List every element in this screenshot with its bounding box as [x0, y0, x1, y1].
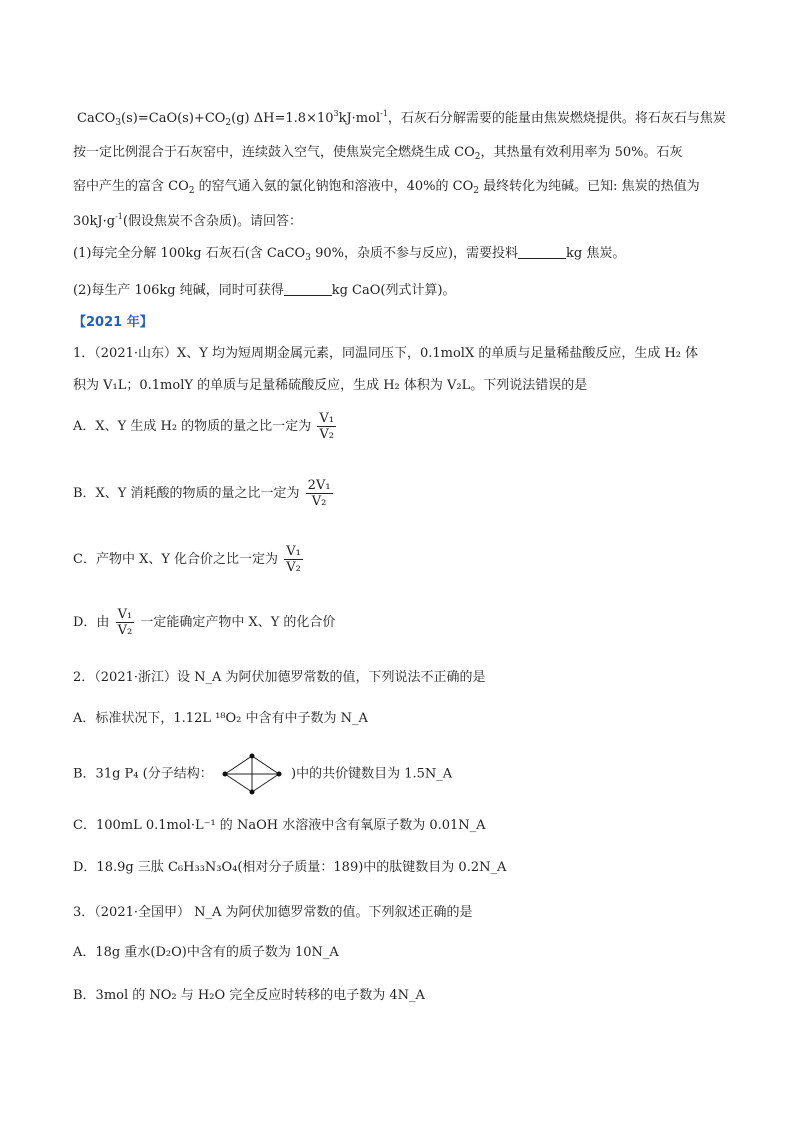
intro-question-1: (1)每完全分解 100kg 石灰石(含 CaCO$_3$ 90%，杂质不参与反应)，需要投料 kg 焦炭。	[73, 246, 626, 263]
problem-2-option-a: A．标准状况下，1.12L ¹⁸O₂ 中含有中子数为 N_A	[73, 711, 368, 726]
intro-line-4: $30kJ\cdot g^{-1}$(假设焦炭不含杂质)。请回答：	[73, 212, 303, 229]
problem-2-option-d: D．18.9g 三肽 C₆H₃₃N₃O₄(相对分子质量：189)中的肽键数目为 0.2N_A	[73, 860, 507, 875]
fraction-v1-over-v2: $\frac{\text{V₁}}{\text{V₂}}$	[319, 411, 334, 442]
intro-line-3: 窑中产生的富含 $CO_2$ 的窑气通入氨的氯化钠饱和溶液中，40%的 $CO_2$ 最终转化为纯碱。已知: 焦炭的热值为	[73, 179, 700, 196]
problem-1-option-a: A．X、Y 生成 H₂ 的物质的量之比一定为 $\frac{\text{V₁}}{\text{V₂}}$	[73, 411, 334, 442]
problem-1-stem-line-2: 积为 V₁L；0.1molY 的单质与足量稀硫酸反应，生成 H₂ 体积为 V₂L。下列说法错误的是	[73, 378, 588, 393]
problem-1-option-b: B．X、Y 消耗酸的物质的量之比一定为 $\frac{\text{2V₁}}{\text{V₂}}$	[73, 478, 331, 509]
answer-blank-1[interactable]	[518, 244, 566, 259]
problem-2-stem: 2．（2021·浙江）设 N_A 为阿伏加德罗常数的值，下列说法不正确的是	[73, 670, 486, 685]
problem-3-option-b: B．3mol 的 NO₂ 与 H₂O 完全反应时转移的电子数为 4N_A	[73, 988, 425, 1003]
intro-question-2: (2)每生产 106kg 纯碱，同时可获得 kg CaO(列式计算)。	[73, 283, 456, 298]
answer-blank-2[interactable]	[284, 281, 332, 296]
problem-2-option-b: B．31g P₄ (分子结构： )中的共价键数目为 1.5N_A	[73, 752, 452, 797]
problem-2-option-c: C．100mL 0.1mol·L⁻¹ 的 NaOH 水溶液中含有氧原子数为 0.01N_A	[73, 818, 486, 833]
p4-tetrahedron-structure	[219, 752, 285, 796]
section-heading: 【2021 年】	[73, 315, 153, 330]
problem-3-option-a: A．18g 重水(D₂O)中含有的质子数为 10N_A	[73, 945, 339, 960]
problem-3-stem: 3．（2021·全国甲） N_A 为阿伏加德罗常数的值。下列叙述正确的是	[73, 905, 473, 920]
problem-1-option-d: D．由 $\frac{\text{V₁}}{\text{V₂}}$ 一定能确定产物中 X、Y 的化合价	[73, 607, 336, 638]
intro-line-2: 按一定比例混合于石灰窑中，连续鼓入空气，使焦炭完全燃烧生成 $CO_2$，其热量有效利用率为 50%。石灰	[73, 145, 683, 162]
fraction-v1-over-v2: $\frac{\text{V₁}}{\text{V₂}}$	[117, 607, 133, 638]
problem-1-option-c: C．产物中 X、Y 化合价之比一定为 $\frac{\text{V₁}}{\text{V₂}}$	[73, 544, 301, 575]
fraction-2v1-over-v2: $\frac{\text{2V₁}}{\text{V₂}}$	[307, 478, 331, 509]
intro-line-1: $CaCO_3(s)=CaO(s)+CO_2(g)$ $\Delta H=1.8\times 10^3kJ\cdot mol^{-1}$，石灰石分解需要的能量由焦炭燃烧提供。将石灰石与焦炭	[77, 109, 726, 128]
fraction-v1-over-v2: $\frac{\text{V₁}}{\text{V₂}}$	[286, 544, 301, 575]
problem-1-stem-line-1: 1．（2021·山东）X、Y 均为短周期金属元素，同温同压下，0.1molX 的单质与足量稀盐酸反应，生成 H₂ 体	[73, 346, 699, 361]
